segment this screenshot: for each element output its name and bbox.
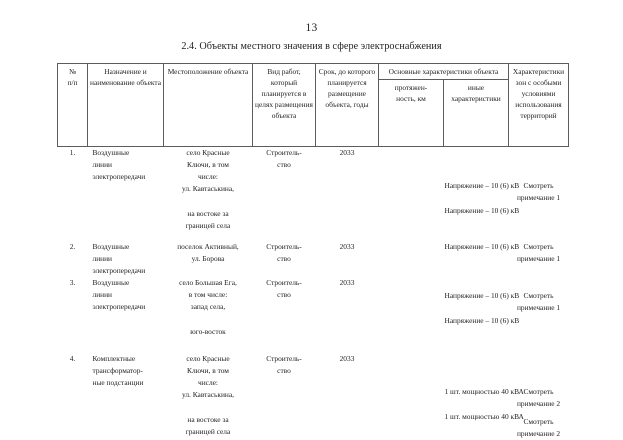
name-line: Воздушные <box>92 277 130 287</box>
header-number-line2: п/п <box>67 78 78 88</box>
header-cell-number <box>58 64 88 147</box>
header-cell-location: Местоположение объекта <box>164 64 253 147</box>
location-line: на востоке за <box>187 209 229 219</box>
name-line: Воздушные <box>92 242 130 252</box>
cell-work-type <box>253 353 316 440</box>
cell-work-type <box>253 147 316 232</box>
zone-line: Смотреть <box>523 290 554 300</box>
work-type-line: Строитель- <box>266 242 302 252</box>
name-line: электропередачи <box>92 172 146 182</box>
zone-line: примечание 1 <box>516 302 561 312</box>
work-type-line: Строитель- <box>266 148 302 158</box>
zone-line: Смотреть <box>523 242 554 252</box>
name-line: Комплектные <box>92 353 136 363</box>
location-line: Ключи, в том <box>187 365 229 375</box>
table-header <box>58 64 569 147</box>
location-line: числе: <box>198 172 218 182</box>
location-line: на востоке за <box>187 414 229 424</box>
other-characteristic-line: Напряжение – 10 (6) кВ <box>444 206 520 216</box>
cell-term: 2033 <box>339 242 355 252</box>
header-length-line2: ность, км <box>396 94 426 104</box>
location-line: ул. Кавтаськина, <box>181 184 235 194</box>
cell-location <box>164 241 253 277</box>
header-cell-length <box>379 80 444 147</box>
other-characteristic-line: 1 шт. мощностью 40 кВА <box>444 386 524 396</box>
cell-zone-characteristics <box>509 277 569 338</box>
cell-name <box>88 147 164 232</box>
cell-zone-characteristics <box>509 353 569 440</box>
cell-other-characteristics <box>444 241 520 277</box>
cell-location <box>164 277 253 338</box>
objects-table-wrapper <box>57 63 569 440</box>
row-spacer <box>58 232 569 241</box>
table-row <box>58 147 569 232</box>
table-row <box>58 277 569 338</box>
work-type-line: ство <box>277 254 291 263</box>
table-row <box>58 241 569 277</box>
cell-number: 3. <box>69 277 76 287</box>
cell-work-type <box>253 241 316 277</box>
location-line: село Большая Ега, <box>179 277 237 287</box>
location-line: село Красные <box>186 148 230 158</box>
location-line: поселок Активный, <box>177 242 239 252</box>
header-cell-work-type: Вид работ, который планируется в целях размещения объекта <box>253 64 316 147</box>
header-cell-main-characteristics: Основные характеристики объекта <box>379 64 509 80</box>
cell-other-characteristics <box>444 147 520 232</box>
cell-term: 2033 <box>339 353 355 363</box>
cell-location <box>164 147 253 232</box>
zone-line: Смотреть <box>523 181 554 191</box>
table-header-row <box>58 64 569 80</box>
zone-line: Смотреть <box>523 386 554 396</box>
zone-line: примечание 1 <box>516 193 561 203</box>
table-body <box>58 147 569 440</box>
location-line: числе: <box>198 377 218 387</box>
name-line: трансформатор- <box>92 365 143 375</box>
table-row <box>58 353 569 440</box>
zone-line: примечание 1 <box>516 254 561 263</box>
name-line: Воздушные <box>92 148 130 158</box>
row-spacer <box>58 338 569 353</box>
work-type-line: Строитель- <box>266 353 302 363</box>
cell-length <box>379 353 444 440</box>
work-type-line: ство <box>277 289 291 299</box>
cell-length <box>379 147 444 232</box>
location-line: Ключи, в том <box>187 160 229 170</box>
other-characteristic-line: Напряжение – 10 (6) кВ <box>444 242 520 252</box>
location-line: село Красные <box>186 353 230 363</box>
location-line: запад села, <box>190 301 226 311</box>
location-line: ул. Кавтаськина, <box>181 389 235 399</box>
header-cell-name: Назначение и наименование объекта <box>88 64 164 147</box>
cell-other-characteristics <box>444 277 520 338</box>
location-line: границей села <box>185 426 231 436</box>
location-line: ул. Борова <box>191 254 225 263</box>
work-type-line: ство <box>277 160 291 170</box>
name-line: электропередачи <box>92 265 146 275</box>
cell-name <box>88 353 164 440</box>
zone-line: примечание 2 <box>516 428 561 438</box>
name-line: электропередачи <box>92 301 146 311</box>
cell-name <box>88 241 164 277</box>
cell-term: 2033 <box>339 277 355 287</box>
zone-line: Смотреть <box>523 416 554 426</box>
name-line: линии <box>92 160 113 170</box>
other-characteristic-line: Напряжение – 10 (6) кВ <box>444 315 520 325</box>
header-length-line1: протяжен- <box>394 83 428 93</box>
cell-number: 1. <box>69 148 76 158</box>
location-line: границей села <box>185 221 231 231</box>
page-title: 2.4. Объекты местного значения в сфере электроснабжения <box>181 41 442 52</box>
header-cell-term: Срок, до которого планируется размещение объекта, годы <box>316 64 379 147</box>
cell-number: 2. <box>69 242 76 252</box>
cell-other-characteristics <box>444 353 524 440</box>
cell-term: 2033 <box>339 148 355 158</box>
other-characteristic-line: Напряжение – 10 (6) кВ <box>444 181 520 191</box>
header-cell-zone-characteristics: Характеристики зон с особыми условиями использования территорий <box>509 64 569 147</box>
cell-name <box>88 277 164 338</box>
page-number: 13 <box>305 22 318 34</box>
objects-table <box>57 63 569 440</box>
cell-work-type <box>253 277 316 338</box>
header-number-line1: № <box>68 67 77 76</box>
name-line: линии <box>92 289 113 299</box>
name-line: линии <box>92 254 113 263</box>
zone-line: примечание 2 <box>516 398 561 408</box>
location-line: юго-восток <box>190 326 226 336</box>
cell-length <box>379 277 444 338</box>
header-cell-other-characteristics: иные характеристики <box>444 80 509 147</box>
location-line: в том числе: <box>188 289 228 299</box>
work-type-line: Строитель- <box>266 277 302 287</box>
cell-location <box>164 353 253 440</box>
other-characteristic-line: 1 шт. мощностью 40 кВА <box>444 411 524 421</box>
name-line: ные подстанции <box>92 377 144 387</box>
cell-number: 4. <box>69 353 76 363</box>
cell-length <box>379 241 444 277</box>
work-type-line: ство <box>277 365 291 375</box>
other-characteristic-line: Напряжение – 10 (6) кВ <box>444 290 520 300</box>
